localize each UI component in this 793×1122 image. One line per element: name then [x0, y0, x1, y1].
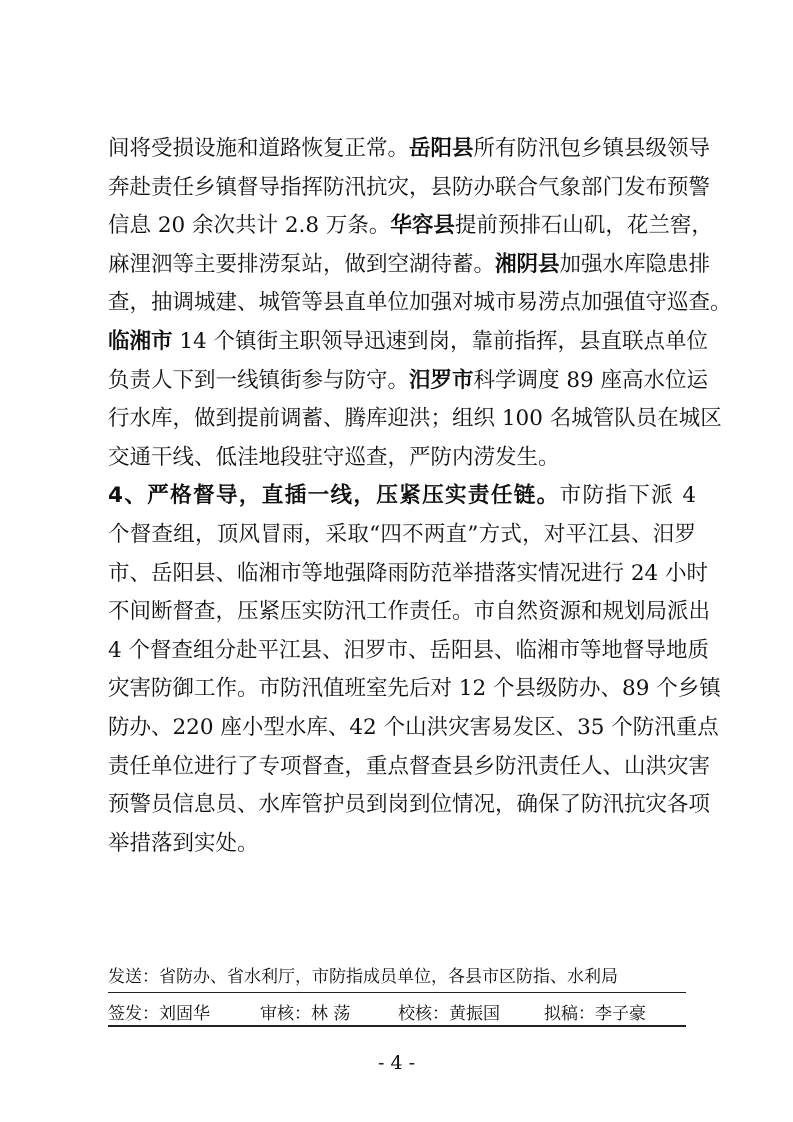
text-segment: 科学调度 89 座高水位运	[473, 367, 709, 393]
text-segment: 负责人下到一线镇街参与防守。	[108, 367, 410, 393]
text-line	[108, 555, 709, 594]
text-segment: 查，抽调城建、城管等县直单位加强对城市易涝点加强值守巡查。	[108, 290, 732, 316]
text-segment: 举措落到实处。	[108, 830, 259, 856]
text-line	[108, 825, 696, 864]
text-segment: 提前预排石山矶，花兰窖，	[454, 213, 713, 239]
text-segment: 个督查组，顶风冒雨，采取“四不两直”方式，对平江县、汨罗	[108, 522, 696, 547]
text-segment: 交通干线、低洼地段驻守巡查，严防内涝发生。	[108, 444, 560, 470]
bold-segment: 临湘市	[108, 329, 173, 354]
text-segment: 4 个督查组分赴平江县、汨罗市、岳阳县、临湘市等地督导地质	[108, 637, 710, 663]
bold-segment: 4、严格督导，直插一线，压紧压实责任链。	[108, 483, 560, 509]
text-segment: 麻浬泗等主要排涝泵站，做到空湖待蓄。	[108, 251, 496, 277]
text-segment: 不间断督查，压紧压实防汛工作责任。市自然资源和规划局派出	[108, 599, 711, 625]
reviewer: 审核：林 荡	[260, 1004, 351, 1024]
bold-segment: 汨罗市	[409, 367, 474, 393]
text-segment: 预警员信息员、水库管护员到岗到位情况，确保了防汛抗灾各项	[108, 792, 711, 818]
text-segment: 间将受损设施和道路恢复正常。	[108, 136, 410, 161]
text-line	[108, 439, 696, 478]
text-segment: 奔赴责任乡镇督导指挥防汛抗灾，县防办联合气象部门发布预警	[108, 174, 711, 200]
distribution-line: 发送：省防办、省水利厅，市防指成员单位，各县市区防指、水利局	[108, 967, 618, 987]
text-segment: 市、岳阳县、临湘市等地强降雨防范举措落实情况进行 24 小时	[108, 560, 709, 586]
text-segment: 行水库，做到提前调蓄、腾库迎洪；组织 100 名城管队员在城区	[108, 406, 722, 432]
text-line	[108, 207, 713, 246]
text-line	[108, 709, 719, 748]
footer-bottom-rule	[108, 1025, 686, 1027]
text-line	[108, 670, 721, 709]
signer: 签发：刘固华	[108, 1004, 210, 1024]
text-line	[108, 632, 710, 671]
page-number: - 4 -	[377, 1052, 415, 1074]
text-line	[108, 593, 711, 632]
text-line	[108, 323, 709, 362]
text-segment: 市防指下派 4	[559, 483, 697, 509]
text-line	[108, 400, 722, 439]
text-segment: 责任单位进行了专项督查，重点督查县乡防汛责任人、山洪灾害	[108, 753, 711, 779]
text-segment: 防办、220 座小型水库、42 个山洪灾害易发区、35 个防汛重点	[108, 715, 719, 740]
text-line	[108, 130, 711, 169]
text-line	[108, 246, 711, 285]
text-line	[108, 169, 711, 208]
drafter: 拟稿：李子豪	[544, 1004, 646, 1024]
text-segment: 所有防汛包乡镇县级领导	[473, 136, 711, 161]
text-line	[108, 786, 711, 825]
text-segment: 14 个镇街主职领导迅速到岗，靠前指挥，县直联点单位	[172, 329, 709, 354]
checker: 校核：黄振国	[398, 1004, 500, 1024]
text-line	[108, 284, 732, 323]
text-segment: 灾害防御工作。市防汛值班室先后对 12 个县级防办、89 个乡镇	[108, 676, 721, 702]
text-segment: 加强水库隐患排	[559, 251, 711, 277]
text-line	[108, 748, 711, 787]
text-line	[108, 362, 709, 401]
bold-segment: 华容县	[390, 213, 455, 239]
text-line	[108, 516, 696, 555]
bold-segment: 湘阴县	[495, 251, 560, 277]
text-segment: 信息 20 余次共计 2.8 万条。	[108, 213, 391, 239]
bold-segment: 岳阳县	[409, 136, 474, 161]
text-line	[108, 477, 696, 516]
footer-divider	[108, 992, 686, 993]
